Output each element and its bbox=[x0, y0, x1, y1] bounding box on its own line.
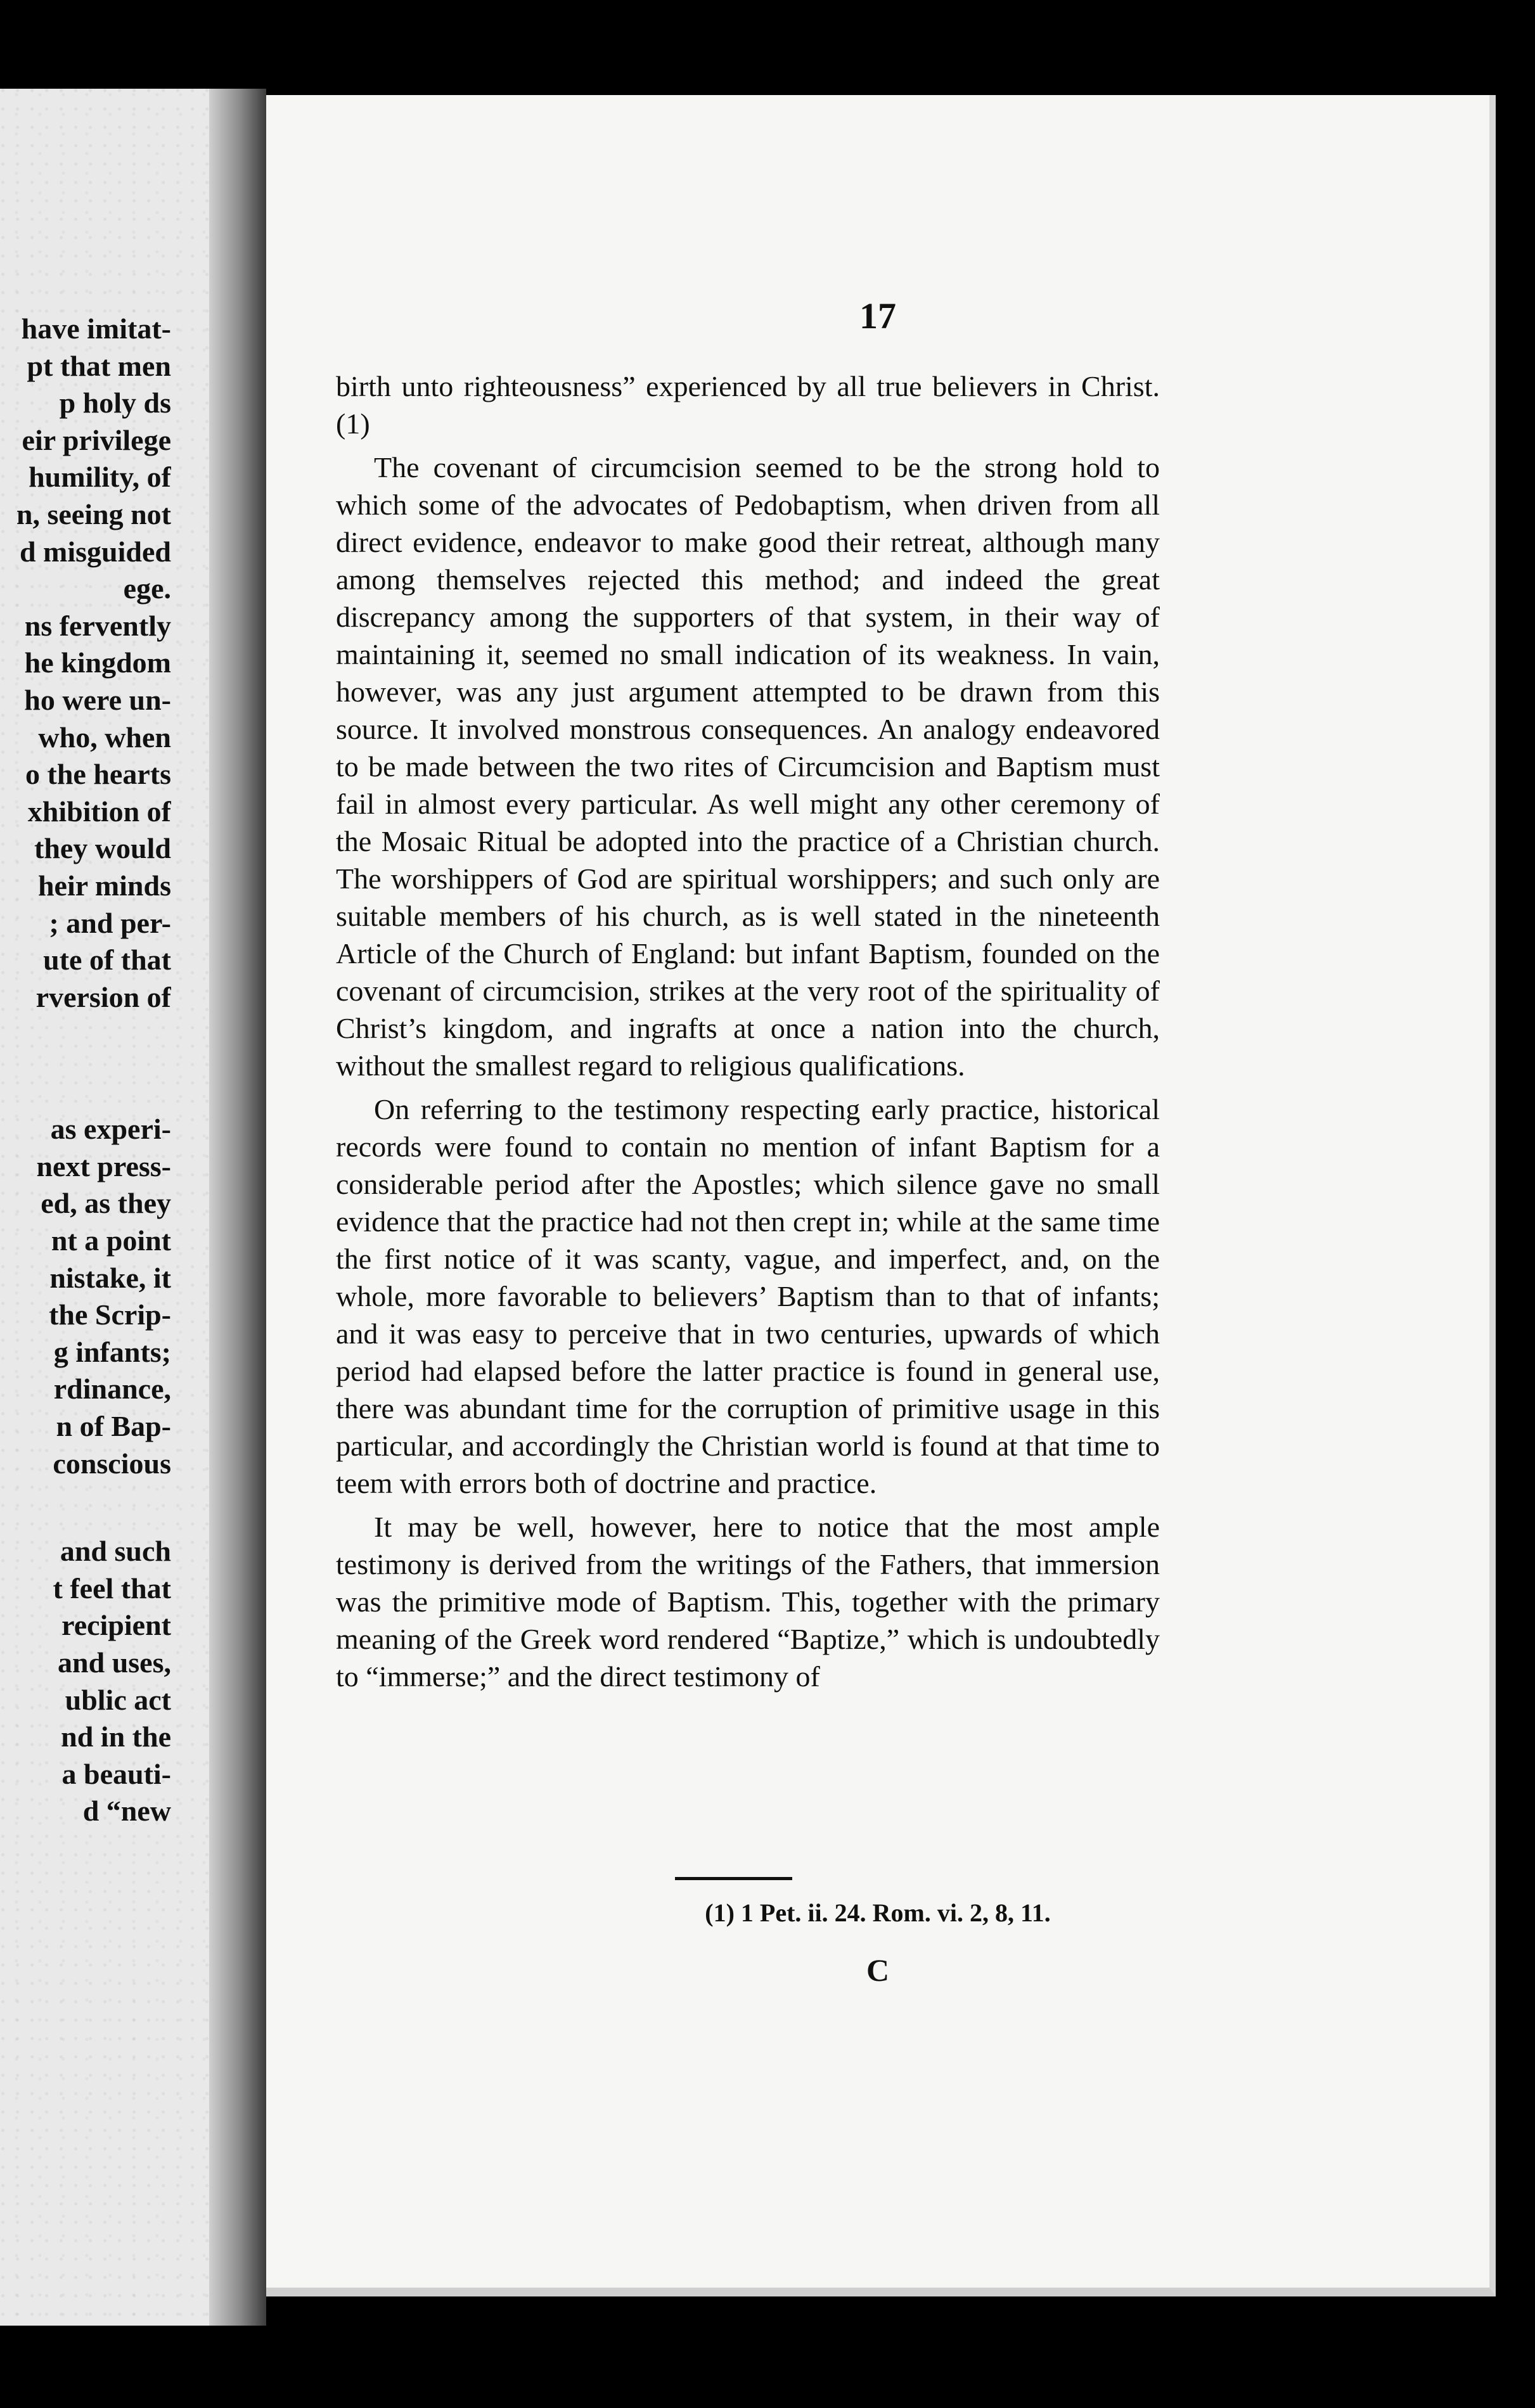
facing-line: rdinance, bbox=[53, 1373, 171, 1406]
facing-line: nt a point bbox=[51, 1224, 171, 1257]
facing-line: n of Bap- bbox=[56, 1410, 171, 1443]
facing-line: d misguided bbox=[19, 535, 171, 568]
facing-line: rversion of bbox=[35, 980, 171, 1013]
facing-line: nistake, it bbox=[49, 1261, 171, 1294]
book-gutter bbox=[209, 89, 266, 2326]
facing-line: humility, of bbox=[29, 461, 171, 494]
main-page bbox=[266, 95, 1496, 2296]
facing-line: ute of that bbox=[43, 944, 171, 977]
facing-gap bbox=[0, 1016, 171, 1111]
paragraph: It may be well, however, here to notice that the most ample testimony is derived from the writings of the Fathers, that immersion was the primitive mode of Baptism. This, together with the primary meaning of the Greek word rendered “Baptize,” which is undoubtedly to “immerse;” and the direct testimony of bbox=[336, 1511, 1160, 1693]
facing-line: g infants; bbox=[53, 1335, 171, 1368]
facing-page bbox=[0, 89, 209, 2326]
facing-line: ho were un- bbox=[24, 683, 171, 716]
facing-line: and uses, bbox=[58, 1646, 171, 1679]
facing-line: and such bbox=[60, 1535, 171, 1568]
facing-line: xhibition of bbox=[27, 795, 171, 828]
paragraph: On referring to the testimony respecting early practice, historical records were found to contain no mention of infant Baptism for a considerable period after the Apostles; which silence gave no small evidence that the practice had not then crept in; while at the same time the first notice of it was scanty, vague, and imperfect, and, on the whole, more favorable to believers’ Baptism than to that of infants; and it was easy to perceive that in two centuries, upwards of which period had elapsed before the latter practice is found in general use, there was abundant time for the corruption of primitive usage in this particular, and accordingly the Christian world is found at that time to teem with errors both of doctrine and practice. bbox=[336, 1093, 1160, 1499]
facing-line: ege. bbox=[123, 572, 171, 605]
facing-line: ns fervently bbox=[24, 609, 171, 642]
facing-line: ; and per- bbox=[49, 906, 171, 939]
facing-line: t feel that bbox=[53, 1572, 171, 1604]
paragraph: The covenant of circumcision seemed to be the strong hold to which some of the advocates of Pedobaptism, when driven from all direct evidence, endeavor to make good their retreat, although many among themselves rejected this method; and indeed the great discrepancy among the supporters of that system, in their way of maintaining it, seemed no small indication of its weakness. In vain, however, was any just argument attempted to be drawn from this source. It involved monstrous consequences. An analogy endeavored to be made between the two rites of Circumcision and Baptism must fail in almost every particular. As well might any other ceremony of the Mosaic Ritual be adopted into the practice of a Christian church. The worshippers of God are spiritual worshippers; and such only are suitable members of his church, as is well stated in the nineteenth Article of the Church of England: but infant Baptism, founded on the covenant of circumcision, strikes at the very root of the spirituality of Christ’s kingdom, and ingrafts at once a nation into the church, without the smallest regard to religious qualifications. bbox=[336, 451, 1160, 1082]
facing-line: pt that men bbox=[27, 349, 171, 382]
facing-line: nd in the bbox=[61, 1720, 171, 1753]
facing-line: p holy ds bbox=[59, 387, 171, 419]
footnote: (1) 1 Pet. ii. 24. Rom. vi. 2, 8, 11. bbox=[705, 1899, 1051, 1927]
facing-line: next press- bbox=[36, 1150, 171, 1182]
facing-line: d “new bbox=[82, 1795, 171, 1828]
facing-page-text bbox=[0, 311, 171, 1830]
facing-line: as experi- bbox=[50, 1113, 171, 1146]
body-text bbox=[336, 368, 1160, 1695]
facing-line: eir privilege bbox=[22, 423, 171, 456]
facing-gap bbox=[0, 1482, 171, 1533]
facing-line: who, when bbox=[38, 720, 171, 753]
facing-line: they would bbox=[34, 832, 171, 865]
facing-line: conscious bbox=[53, 1447, 171, 1480]
facing-line: heir minds bbox=[37, 869, 171, 902]
facing-line: the Scrip- bbox=[49, 1298, 171, 1331]
facing-line: he kingdom bbox=[24, 646, 171, 679]
paragraph: birth unto righteousness” experienced by all true believers in Christ. (1) bbox=[336, 370, 1160, 440]
facing-line: ublic act bbox=[65, 1683, 171, 1716]
facing-line: have imitat- bbox=[21, 312, 171, 345]
facing-line: n, seeing not bbox=[16, 497, 171, 530]
footnote-divider bbox=[675, 1877, 792, 1880]
facing-line: o the hearts bbox=[25, 758, 171, 791]
facing-line: a beauti- bbox=[61, 1757, 171, 1790]
facing-line: ed, as they bbox=[41, 1187, 171, 1220]
facing-line: recipient bbox=[61, 1609, 171, 1642]
page-number: 17 bbox=[859, 295, 896, 336]
signature-mark: C bbox=[866, 1952, 890, 1988]
